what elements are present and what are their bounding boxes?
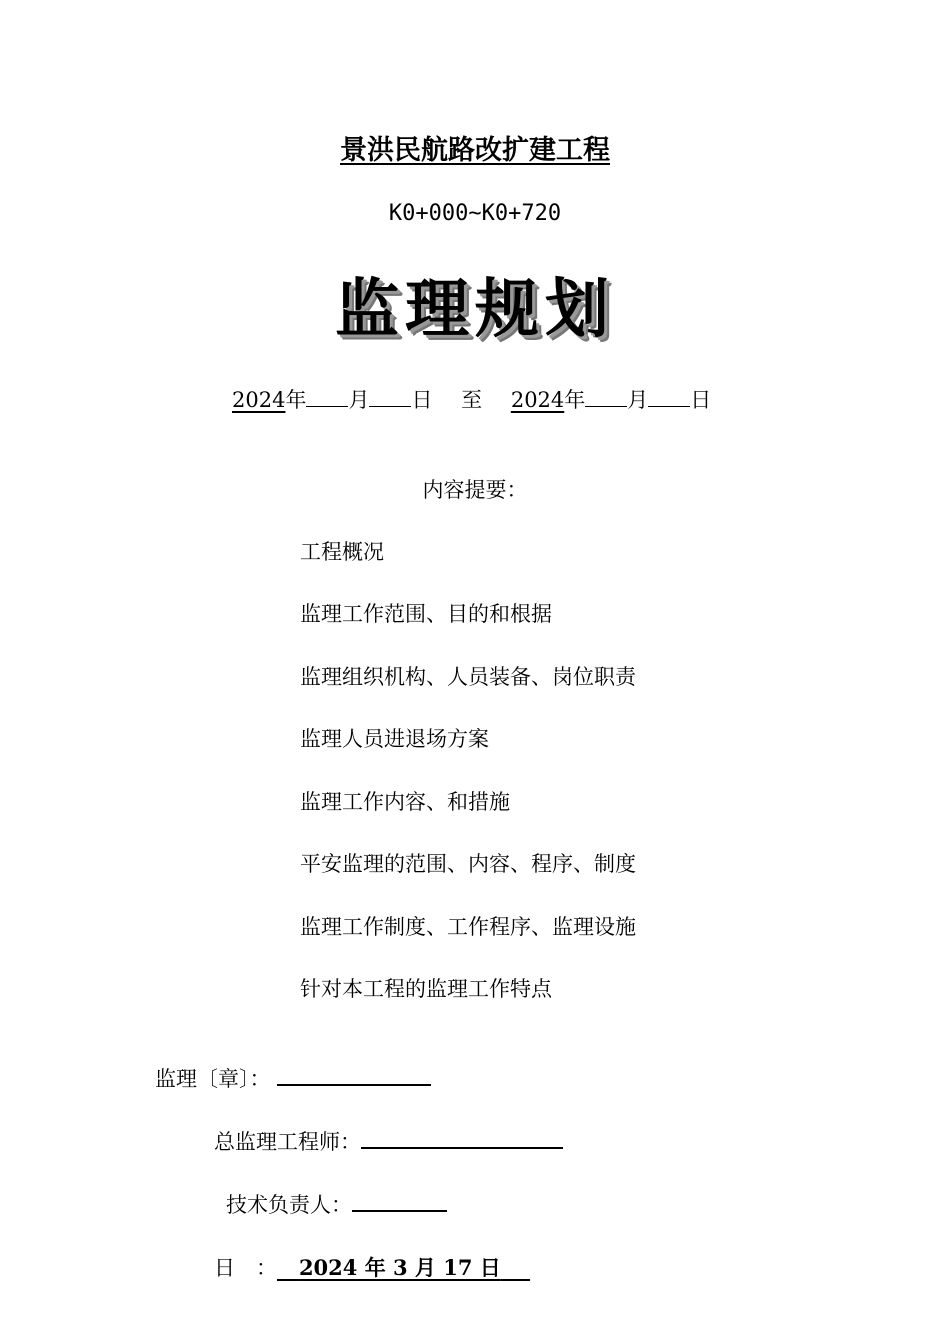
supervisor-seal-field[interactable] bbox=[277, 1062, 431, 1086]
content-item: 监理组织机构、人员装备、岗位职责 bbox=[300, 665, 636, 689]
start-year: 2024 bbox=[232, 388, 286, 412]
period-line bbox=[220, 384, 711, 414]
chief-engineer-label: 总监理工程师： bbox=[214, 1130, 361, 1154]
content-item: 监理工作内容、和措施 bbox=[300, 790, 510, 814]
supervisor-seal-label: 监理〔章〕： bbox=[155, 1067, 271, 1091]
supervisor-seal-row bbox=[155, 1062, 431, 1093]
end-month-char: 月 bbox=[627, 388, 649, 412]
summary-label: 内容提要： bbox=[422, 478, 528, 502]
station-range: K0+000~K0+720 bbox=[388, 201, 562, 226]
start-month-blank bbox=[306, 384, 348, 407]
date-row bbox=[214, 1252, 530, 1282]
date-label: 日 ： bbox=[214, 1256, 277, 1280]
end-month-blank bbox=[585, 384, 627, 407]
content-item: 监理工作制度、工作程序、监理设施 bbox=[300, 915, 636, 939]
technical-lead-row bbox=[226, 1188, 447, 1219]
content-item: 工程概况 bbox=[300, 540, 384, 564]
content-item: 针对本工程的监理工作特点 bbox=[300, 977, 552, 1001]
start-year-char: 年 bbox=[285, 388, 307, 412]
end-day-char: 日 bbox=[690, 388, 712, 412]
content-item: 监理人员进退场方案 bbox=[300, 727, 489, 751]
end-year: 2024 bbox=[510, 388, 565, 412]
date-value-text: 2024 年 3 月 17 日 bbox=[298, 1255, 501, 1280]
start-month-char: 月 bbox=[348, 388, 370, 412]
document-title: 监理规划 bbox=[335, 273, 615, 347]
content-item: 平安监理的范围、内容、程序、制度 bbox=[300, 852, 636, 876]
end-day-blank bbox=[648, 384, 690, 407]
project-title: 景洪民航路改扩建工程 bbox=[340, 135, 610, 166]
start-day-blank bbox=[369, 384, 411, 407]
to-char: 至 bbox=[461, 388, 483, 412]
technical-lead-label: 技术负责人： bbox=[226, 1193, 352, 1217]
end-year-char: 年 bbox=[564, 388, 586, 412]
chief-engineer-row bbox=[214, 1125, 563, 1156]
content-item: 监理工作范围、目的和根据 bbox=[300, 602, 552, 626]
chief-engineer-field[interactable] bbox=[361, 1125, 563, 1149]
start-day-char: 日 bbox=[411, 388, 433, 412]
technical-lead-field[interactable] bbox=[352, 1188, 447, 1212]
date-value bbox=[277, 1255, 530, 1280]
